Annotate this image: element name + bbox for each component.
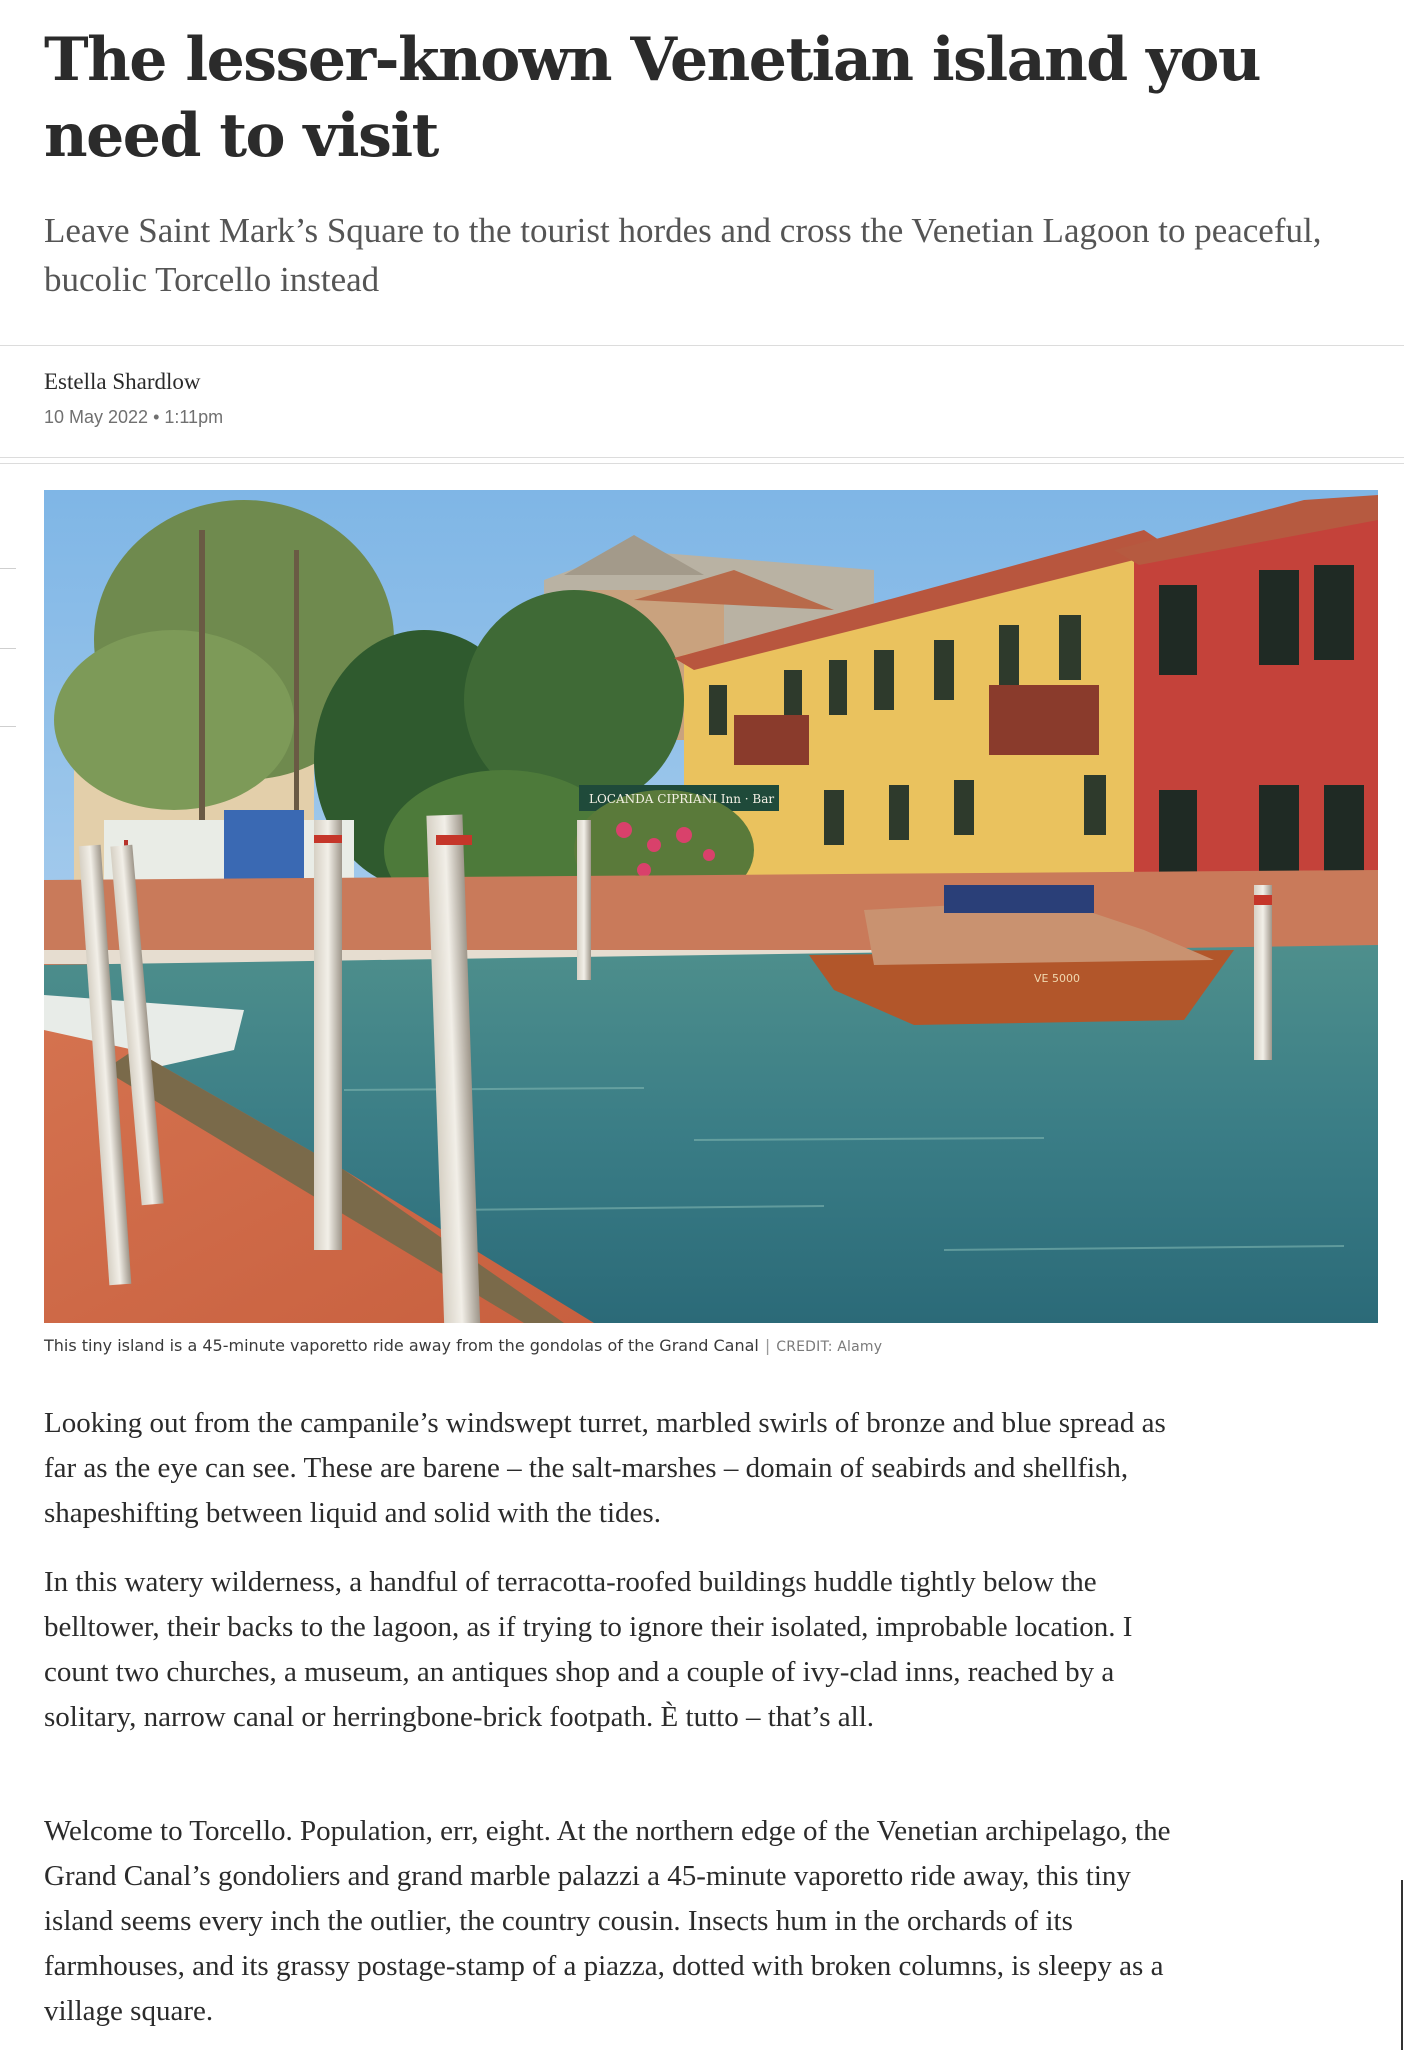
shop-sign-text: LOCANDA CIPRIANI Inn · Bar xyxy=(589,792,775,806)
author-link[interactable]: Estella Shardlow xyxy=(44,369,201,394)
standfirst: Leave Saint Mark’s Square to the tourist hordes and cross the Venetian Lagoon to peaceful, bucolic Torcello instead xyxy=(44,211,1322,299)
headline: The lesser-known Venetian island you need to visit xyxy=(44,25,1261,171)
body-paragraph: Looking out from the campanile’s windswept turret, marbled swirls of bronze and blue spread as far as the eye can see. These are barene – the salt-marshes – domain of seabirds and shellfish, shapeshifting between liquid and solid with the tides. xyxy=(44,1407,1166,1529)
body-paragraph: Welcome to Torcello. Population, err, eight. At the northern edge of the Venetian archipelago, the Grand Canal’s gondoliers and grand marble palazzi a 45-minute vaporetto ride away, this tiny island seems every inch the outlier, the country cousin. Insects hum in the orchards of its farmhouses, and its grassy postage-stamp of a piazza, dotted with broken columns, is sleepy as a village square. xyxy=(44,1815,1171,2027)
caption-text: This tiny island is a 45-minute vaporetto ride away from the gondolas of the Grand Canal xyxy=(44,1336,759,1355)
divider xyxy=(0,463,1404,464)
edge-tick xyxy=(0,648,16,649)
hero-image[interactable] xyxy=(44,490,1378,1323)
image-credit: CREDIT: Alamy xyxy=(776,1339,883,1355)
divider xyxy=(0,345,1404,346)
photo-torcello-canal-icon xyxy=(44,490,1378,1323)
publish-date: 10 May 2022 • 1:11pm xyxy=(44,407,224,427)
body-paragraph: In this watery wilderness, a handful of terracotta-roofed buildings huddle tightly below the belltower, their backs to the lagoon, as if trying to ignore their isolated, improbable location. I count two churches, a museum, an antiques shop and a couple of ivy-clad inns, reached by a solitary, narrow canal or herringbone-brick footpath. È tutto – that’s all. xyxy=(44,1566,1133,1733)
edge-tick xyxy=(0,568,16,569)
boat-registration-text: VE 5000 xyxy=(1034,972,1080,985)
divider xyxy=(0,457,1404,458)
image-caption xyxy=(44,1336,1344,1355)
scroll-edge xyxy=(1401,1880,1403,2050)
edge-tick xyxy=(0,726,16,727)
caption-separator: | xyxy=(764,1336,771,1355)
